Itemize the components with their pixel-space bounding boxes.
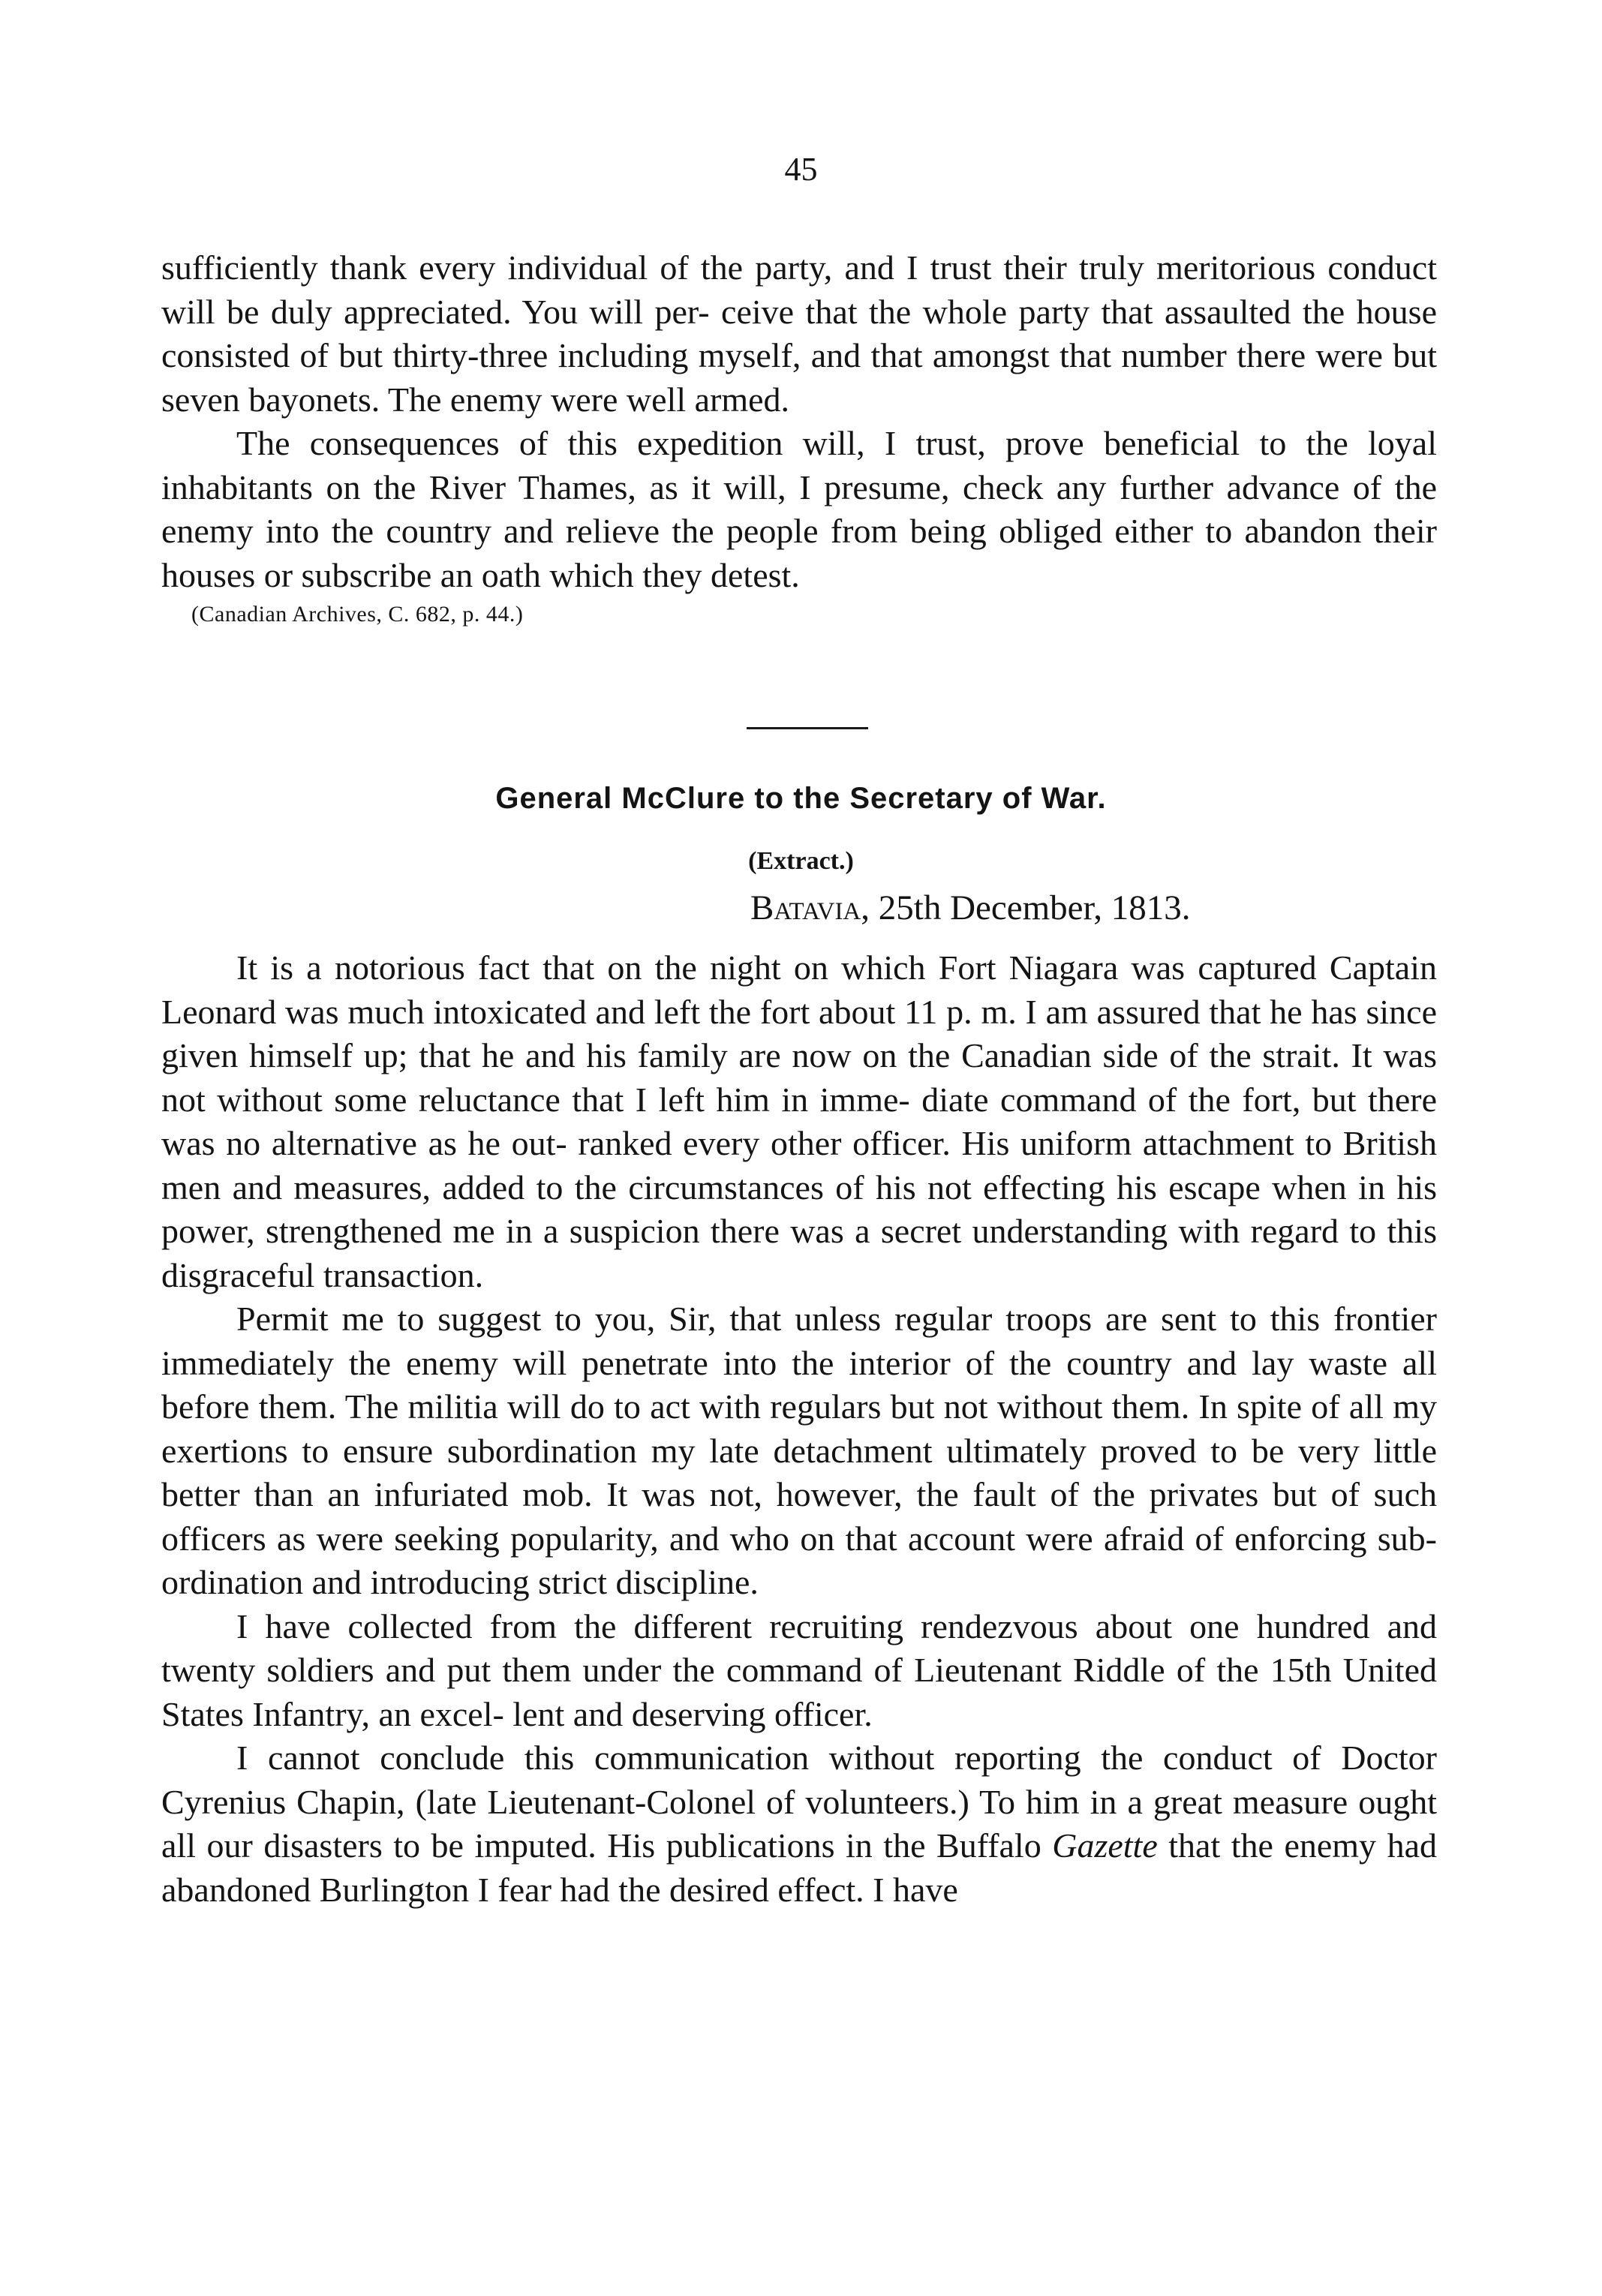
section-divider <box>747 727 868 729</box>
letter2-paragraph-3: I have collected from the different recruiting rendezvous about one hundred and twenty soldiers and put them under the command of Lieutenant Riddle of the 15th United States Infantry, an excel- lent and deserving officer. <box>161 1606 1437 1733</box>
dateline-date: 25th December, 1813. <box>870 888 1191 927</box>
letter2-paragraph-4-lead: I cannot conclude this communication without reporting the conduct of Doctor Cyrenius Chapin, (late Lieutenant-Colonel of volunteers.) To him in a great measure ought all our disasters to be imputed. His publications in the Buffalo <box>161 1739 1437 1865</box>
letter-subheading: (Extract.) <box>748 847 854 875</box>
source-citation: (Canadian Archives, C. 682, p. 44.) <box>191 602 524 627</box>
dateline <box>750 885 1191 930</box>
newspaper-title: Gazette <box>1052 1826 1158 1865</box>
letter2-paragraph-4 <box>161 1736 1437 1912</box>
letter2-paragraph-1: It is a notorious fact that on the night on which Fort Niagara was captured Captain Leonard was much intoxicated and left the fort about 11 p. m. I am assured that he has since given himself up; that he and his family are now on the Canadian side of the strait. It was not without some reluctance that I left him in imme- diate command of the fort, but there was no alternative as he out- ranked every other officer. His uniform attachment to British men and measures, added to the circumstances of his not effecting his escape when in his power, strengthened me in a suspicion there was a secret understanding with regard to this disgraceful transaction. <box>161 948 1437 1294</box>
page-number: 45 <box>784 151 818 188</box>
letter2-body <box>161 946 1437 1912</box>
dateline-place: Batavia, <box>750 888 870 927</box>
letter-heading: General McClure to the Secretary of War. <box>495 782 1107 815</box>
letter2-paragraph-2: Permit me to suggest to you, Sir, that unless regular troops are sent to this frontier immediately the enemy will penetrate into the interior of the country and lay waste all before them. The militia will do to act with regulars but not without them. In spite of all my exertions to ensure subordination my late detachment ultimately proved to be very little better than an infuriated mob. It was not, however, the fault of the privates but of such officers as were seeking popularity, and who on that account were afraid of enforcing sub- ordination and introducing strict discipline. <box>161 1300 1437 1601</box>
letter1-body <box>161 246 1437 632</box>
letter1-paragraph-2: The consequences of this expedition will, I trust, prove beneficial to the loyal inhabitants on the River Thames, as it will, I presume, check any further advance of the enemy into the country and relieve the people from being obliged either to abandon their houses or subscribe an oath which they detest. <box>161 424 1437 594</box>
letter2-paragraph-4-tail: that the enemy had abandoned Burlington I fear had the desired effect. I have <box>161 1826 1437 1909</box>
letter1-paragraph-1: sufficiently thank every individual of the party, and I trust their truly meritorious conduct will be duly appreciated. You will per- ceive that the whole party that assaulted the house consisted of but thirty-three including myself, and that amongst that number there were but seven bayonets. The enemy were well armed. <box>161 248 1437 419</box>
